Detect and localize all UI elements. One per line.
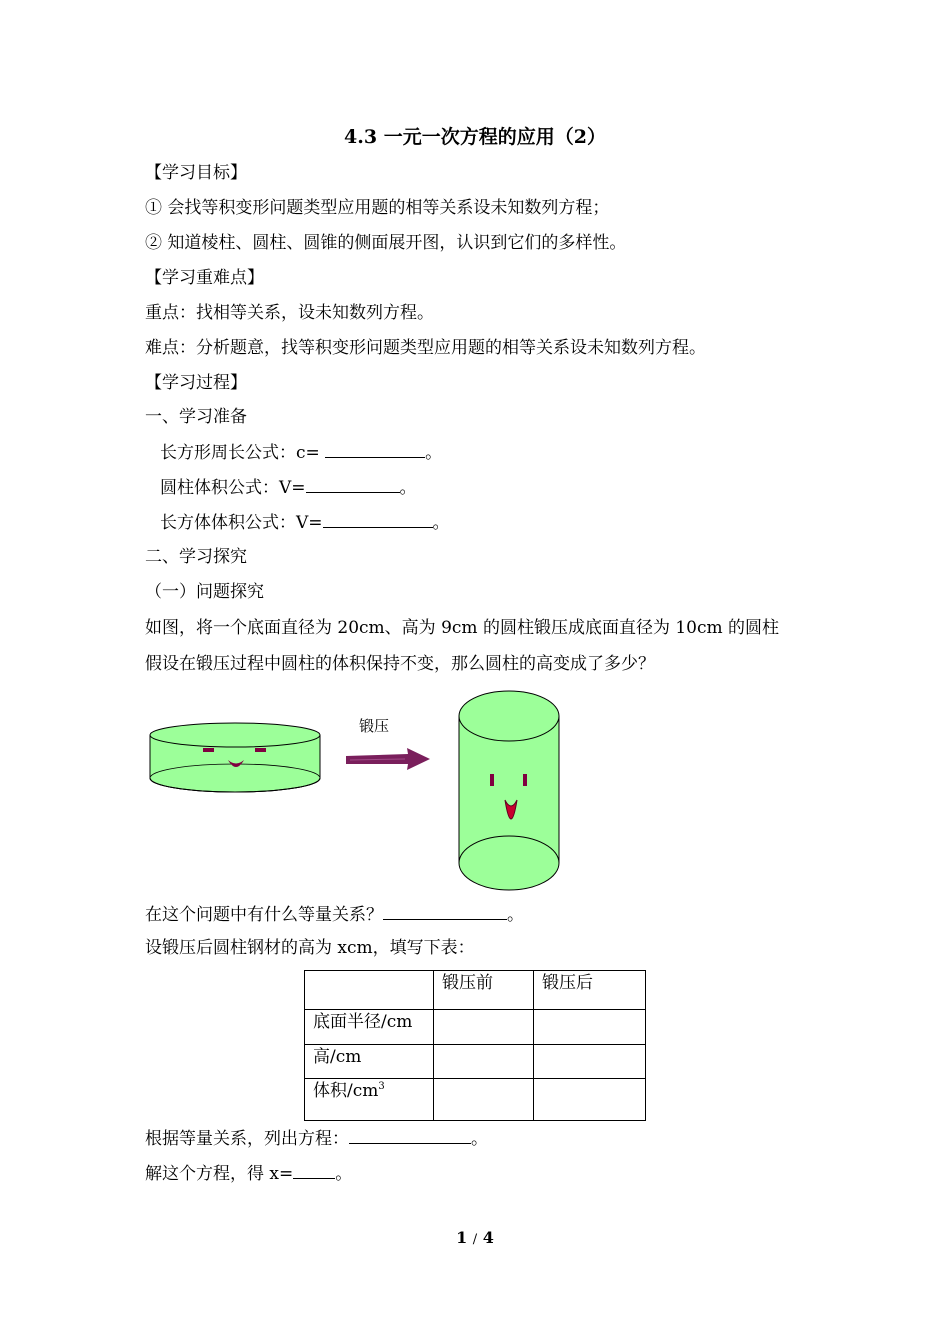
period: 。 xyxy=(471,1129,488,1149)
page-sep: / xyxy=(472,1232,478,1247)
table-header-before: 锻压前 xyxy=(434,971,534,1010)
arrow-label: 锻压 xyxy=(359,719,390,735)
prep-heading: 一、学习准备 xyxy=(145,407,247,427)
period: 。 xyxy=(335,1164,353,1184)
volume-label: 体积/cm xyxy=(313,1081,379,1101)
formula-cylinder-label: 圆柱体积公式：V= xyxy=(160,478,306,498)
problem-line-2: 假设在锻压过程中圆柱的体积保持不变，那么圆柱的高变成了多少？ xyxy=(145,654,655,674)
forging-arrow xyxy=(346,748,430,770)
equal-relation-label: 在这个问题中有什么等量关系？ xyxy=(145,905,383,925)
left-eye xyxy=(203,748,214,752)
period: 。 xyxy=(507,905,524,925)
objectives-heading: 【学习目标】 xyxy=(145,163,247,183)
page-current: 1 xyxy=(456,1228,468,1247)
page-number xyxy=(0,1228,950,1247)
table-header-after: 锻压后 xyxy=(534,971,646,1010)
table-header-cell xyxy=(305,971,434,1010)
objective-2: ② 知道棱柱、圆柱、圆锥的侧面展开图，认识到它们的多样性。 xyxy=(145,233,627,253)
objective-1: ① 会找等积变形问题类型应用题的相等关系设未知数列方程； xyxy=(145,198,610,218)
volume-before-cell[interactable] xyxy=(434,1079,534,1121)
solution-blank[interactable] xyxy=(293,1162,335,1179)
page-total: 4 xyxy=(482,1228,494,1247)
equation-blank[interactable] xyxy=(349,1127,471,1144)
formula-perimeter-label: 长方形周长公式：c= xyxy=(160,443,326,463)
row-label-radius: 底面半径/cm xyxy=(305,1010,434,1045)
height-after-cell[interactable] xyxy=(534,1045,646,1079)
radius-after-cell[interactable] xyxy=(534,1010,646,1045)
problem-line-1: 如图，将一个底面直径为 20cm、高为 9cm 的圆柱锻压成底面直径为 10cm 的圆柱 xyxy=(145,618,780,638)
height-before-cell[interactable] xyxy=(434,1045,534,1079)
page-title: 4.3 一元一次方程的应用（2） xyxy=(344,126,606,148)
period: 。 xyxy=(399,478,417,498)
table-intro: 设锻压后圆柱钢材的高为 xcm，填写下表： xyxy=(145,938,475,958)
radius-before-cell[interactable] xyxy=(434,1010,534,1045)
equation-prompt xyxy=(145,1127,488,1150)
volume-exponent: 3 xyxy=(378,1081,385,1092)
equal-relation-blank[interactable] xyxy=(383,903,507,920)
difficulty-text: 难点：分析题意，找等积变形问题类型应用题的相等关系设未知数列方程。 xyxy=(145,338,706,358)
keypoints-heading: 【学习重难点】 xyxy=(145,268,264,288)
tall-cylinder xyxy=(459,691,559,890)
equation-label: 根据等量关系，列出方程： xyxy=(145,1129,349,1149)
formula-cuboid-label: 长方体体积公式：V= xyxy=(160,513,323,533)
solve-prompt xyxy=(145,1162,352,1185)
keypoint-text: 重点：找相等关系，设未知数列方程。 xyxy=(145,303,434,323)
fill-table xyxy=(304,970,646,1121)
period: 。 xyxy=(432,513,450,533)
right-eye xyxy=(523,774,527,786)
sub-heading: （一）问题探究 xyxy=(145,582,264,602)
equal-relation-question xyxy=(145,903,524,926)
process-heading: 【学习过程】 xyxy=(145,373,247,393)
row-label-volume xyxy=(305,1079,434,1121)
left-eye xyxy=(490,774,494,786)
volume-after-cell[interactable] xyxy=(534,1079,646,1121)
explore-heading: 二、学习探究 xyxy=(145,547,247,567)
solve-label: 解这个方程，得 x= xyxy=(145,1164,294,1184)
wide-cylinder xyxy=(150,723,320,792)
right-eye xyxy=(255,748,266,752)
row-label-height: 高/cm xyxy=(305,1045,434,1079)
period: 。 xyxy=(425,443,443,463)
